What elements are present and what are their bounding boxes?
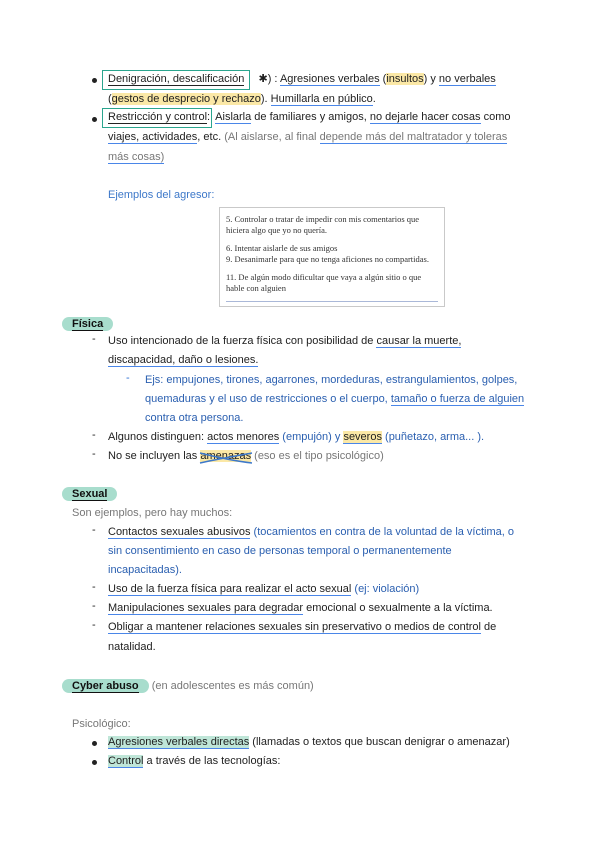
sexual-intro: Son ejemplos, pero hay muchos: bbox=[72, 507, 233, 519]
heading-sexual-label: Sexual bbox=[72, 488, 108, 500]
text: Uso intencionado de la fuerza física con posibilidad de bbox=[108, 335, 377, 347]
heading-cyber-label: Cyber abuso bbox=[72, 680, 139, 692]
text: no verbales bbox=[438, 73, 496, 85]
text: insultos bbox=[386, 73, 424, 85]
text: ) y bbox=[423, 73, 439, 85]
text: de bbox=[480, 621, 497, 633]
term-denigracion: Denigración, descalificación bbox=[108, 73, 245, 85]
text: : bbox=[207, 111, 211, 123]
text: a través de las tecnologías: bbox=[143, 755, 281, 767]
dash-icon: - bbox=[92, 333, 96, 345]
text: (llamadas o textos que buscan denigrar o amenazar) bbox=[249, 736, 510, 748]
text: (tocamientos en contra de la voluntad de la víctima, o bbox=[250, 526, 515, 538]
text: tamaño o fuerza de alguien bbox=[390, 393, 525, 405]
text: ). bbox=[260, 93, 271, 105]
text: Contactos sexuales abusivos bbox=[108, 526, 251, 538]
bullet-icon bbox=[92, 117, 97, 122]
text: quemaduras y el uso de restricciones o el cuerpo, bbox=[145, 393, 391, 405]
term-restriccion: Restricción y control bbox=[108, 111, 208, 123]
text: amenazas bbox=[200, 450, 252, 462]
text: Control bbox=[108, 755, 144, 767]
dash-icon: - bbox=[92, 429, 96, 441]
sexual-item2 bbox=[108, 581, 419, 597]
text: (ej: violación) bbox=[351, 583, 420, 595]
fisica-distinguen bbox=[108, 429, 484, 445]
text: Agresiones verbales bbox=[279, 73, 380, 85]
text: Agresiones verbales directas bbox=[108, 736, 250, 748]
cyber-note: (en adolescentes es más común) bbox=[148, 680, 314, 692]
text: de familiares y amigos, bbox=[251, 111, 370, 123]
text: Uso de la fuerza física para realizar el acto sexual bbox=[108, 583, 352, 595]
dash-icon: - bbox=[92, 600, 96, 612]
ejemplo-5: 5. Controlar o tratar de impedir con mis comentarios que hiciera algo que yo no quería. bbox=[226, 214, 420, 235]
dash-icon: - bbox=[92, 619, 96, 631]
sexual-item1-line2: sin consentimiento en caso de personas temporal o permanentemente bbox=[108, 545, 452, 557]
text: Humillarla en público bbox=[270, 93, 373, 105]
fisica-def-line2 bbox=[108, 352, 258, 368]
text: No se incluyen las bbox=[108, 450, 201, 462]
sexual-item1-line1 bbox=[108, 524, 514, 540]
item-denigracion-line1 bbox=[108, 71, 496, 87]
text: Algunos distinguen: bbox=[108, 431, 208, 443]
ejemplo-6: 6. Intentar aislarle de sus amigos bbox=[226, 243, 338, 253]
sexual-item1-line3: incapacitadas). bbox=[108, 564, 182, 576]
sexual-item3 bbox=[108, 600, 493, 616]
cross-out-icon bbox=[198, 451, 254, 465]
sexual-item4-line1 bbox=[108, 619, 496, 635]
bullet-icon bbox=[92, 760, 97, 765]
text-crossed bbox=[200, 450, 251, 462]
text: Obligar a mantener relaciones sexuales sin preservativo o medios de control bbox=[108, 621, 481, 633]
text: ) : bbox=[267, 73, 280, 85]
text: discapacidad, daño o lesiones. bbox=[108, 354, 259, 366]
text: ( bbox=[108, 93, 112, 105]
fisica-ejs-line2 bbox=[145, 391, 524, 407]
cyber-item2 bbox=[108, 753, 280, 769]
item-restriccion-line3 bbox=[108, 149, 164, 165]
text: causar la muerte, bbox=[376, 335, 462, 347]
text: actos menores bbox=[207, 431, 280, 443]
text: ( bbox=[379, 73, 387, 85]
cyber-psicologico-label: Psicológico: bbox=[72, 718, 131, 730]
heading-sexual bbox=[62, 487, 117, 501]
item-denigracion-line2 bbox=[108, 91, 376, 107]
text: viajes, actividades bbox=[108, 131, 198, 143]
item-restriccion-line1 bbox=[108, 109, 511, 125]
cyber-item1 bbox=[108, 734, 510, 750]
text: (empujón) y bbox=[279, 431, 344, 443]
heading-fisica bbox=[62, 317, 113, 331]
dash-icon: - bbox=[92, 581, 96, 593]
bullet-icon bbox=[92, 741, 97, 746]
fisica-def-line1 bbox=[108, 333, 461, 349]
text: (puñetazo, arma... ). bbox=[381, 431, 485, 443]
text: más cosas) bbox=[108, 151, 165, 163]
text: severos bbox=[343, 431, 382, 443]
fisica-ejs-line1: Ejs: empujones, tirones, agarrones, mordeduras, estrangulamientos, golpes, bbox=[145, 374, 518, 386]
text: . bbox=[372, 93, 376, 105]
bullet-icon bbox=[92, 78, 97, 83]
text: depende más del maltratador y toleras bbox=[319, 131, 508, 143]
ejemplos-label: Ejemplos del agresor: bbox=[108, 189, 215, 201]
cyber-heading-line bbox=[62, 678, 314, 694]
dash-icon: - bbox=[92, 524, 96, 536]
text: (eso es el tipo psicológico) bbox=[251, 450, 384, 462]
text: gestos de desprecio y rechazo bbox=[111, 93, 261, 105]
dash-icon: - bbox=[126, 372, 130, 384]
heading-fisica-label: Física bbox=[72, 318, 104, 330]
text: , etc. bbox=[197, 131, 225, 143]
fisica-no-incluyen bbox=[108, 448, 384, 464]
text: Manipulaciones sexuales para degradar bbox=[108, 602, 304, 614]
heading-cyber bbox=[62, 679, 149, 693]
item-restriccion-line2 bbox=[108, 129, 507, 145]
text: (Al aislarse, al final bbox=[224, 131, 320, 143]
fisica-ejs-line3: contra otra persona. bbox=[145, 412, 244, 424]
ejemplo-9: 9. Desanimarle para que no tenga aficiones no compartidas. bbox=[226, 254, 429, 264]
ejemplo-11: 11. De algún modo dificultar que vaya a algún sitio o que hable con alguien bbox=[226, 272, 422, 293]
text: como bbox=[480, 111, 511, 123]
ejemplos-image bbox=[219, 207, 445, 307]
text: Aislarla bbox=[215, 111, 252, 123]
text: emocional o sexualmente a la víctima. bbox=[303, 602, 493, 614]
dash-icon: - bbox=[92, 448, 96, 460]
star-icon: ✱ bbox=[258, 73, 268, 85]
text: no dejarle hacer cosas bbox=[369, 111, 481, 123]
sexual-item4-line2: natalidad. bbox=[108, 641, 156, 653]
